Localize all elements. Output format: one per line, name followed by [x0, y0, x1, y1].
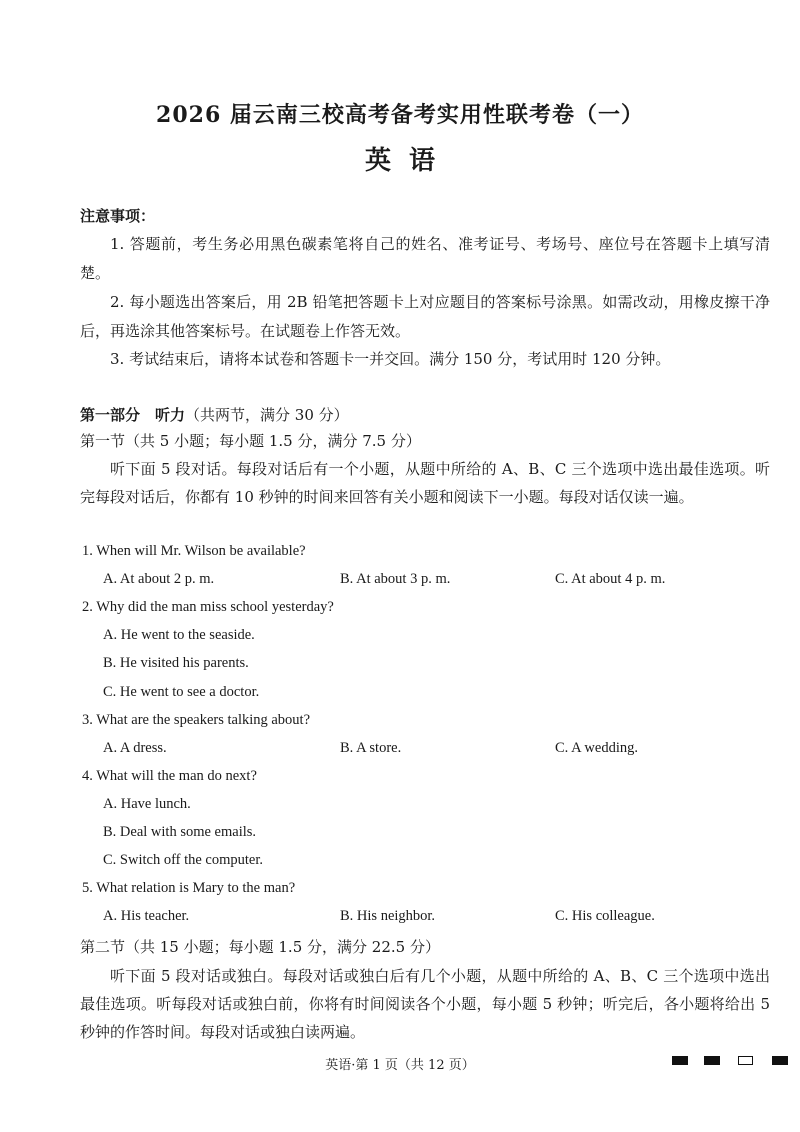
- q2-option-a: A. He went to the seaside.: [103, 627, 255, 643]
- part1-heading-rest: （共两节，满分 30 分）: [185, 406, 349, 424]
- question-5: 5. What relation is Mary to the man?: [82, 880, 296, 896]
- registration-mark-4: [772, 1056, 788, 1065]
- section1-heading: 第一节（共 5 小题；每小题 1.5 分，满分 7.5 分）: [80, 432, 421, 450]
- q2-option-c: C. He went to see a doctor.: [103, 684, 260, 700]
- question-4: 4. What will the man do next?: [82, 768, 257, 784]
- notice-item-2: 2. 每小题选出答案后，用 2B 铅笔把答题卡上对应题目的答案标号涂黑。如需改动，用橡皮擦干净后，再选涂其他答案标号。在试题卷上作答无效。: [80, 293, 770, 340]
- q1-option-a: A. At about 2 p. m.: [103, 571, 215, 587]
- question-3: 3. What are the speakers talking about?: [82, 712, 311, 728]
- part1-heading-bold: 第一部分 听力: [80, 406, 186, 424]
- page-footer: 英语·第 1 页（共 12 页）: [325, 1058, 475, 1073]
- part1-heading: [80, 402, 770, 428]
- q3-option-a: A. A dress.: [103, 740, 167, 756]
- question-2: 2. Why did the man miss school yesterday?: [82, 599, 334, 615]
- q3-option-b: B. A store.: [340, 740, 402, 756]
- section2-heading: 第二节（共 15 小题；每小题 1.5 分，满分 22.5 分）: [80, 938, 440, 956]
- q5-option-c: C. His colleague.: [555, 908, 655, 924]
- q2-option-b: B. He visited his parents.: [103, 655, 249, 671]
- q4-option-a: A. Have lunch.: [103, 796, 191, 812]
- q5-option-a: A. His teacher.: [103, 908, 190, 924]
- subject-title: 英语: [364, 146, 453, 176]
- exam-title: 2026 届云南三校高考备考实用性联考卷（一）: [156, 102, 644, 128]
- q1-option-b: B. At about 3 p. m.: [340, 571, 451, 587]
- registration-marks: [672, 1056, 792, 1068]
- notice-heading: 注意事项：: [80, 207, 156, 225]
- section1-instructions: 听下面 5 段对话。每段对话后有一个小题，从题中所给的 A、B、C 三个选项中选出最佳选项。听完每段对话后，你都有 10 秒钟的时间来回答有关小题和阅读下一小题。每段对话仅读一遍。: [80, 460, 770, 506]
- notice-item-3: 3. 考试结束后，请将本试卷和答题卡一并交回。满分 150 分，考试用时 120 分钟。: [110, 350, 671, 368]
- q3-option-c: C. A wedding.: [555, 740, 638, 756]
- registration-mark-2: [704, 1056, 720, 1065]
- registration-mark-1: [672, 1056, 688, 1065]
- notice-item-1: 1. 答题前，考生务必用黑色碳素笔将自己的姓名、准考证号、考场号、座位号在答题卡上填写清楚。: [80, 235, 770, 282]
- registration-mark-3: [738, 1056, 753, 1065]
- q1-option-c: C. At about 4 p. m.: [555, 571, 666, 587]
- q5-option-b: B. His neighbor.: [340, 908, 436, 924]
- question-1: 1. When will Mr. Wilson be available?: [82, 543, 306, 559]
- section2-instructions: 听下面 5 段对话或独白。每段对话或独白后有几个小题，从题中所给的 A、B、C 三个选项中选出最佳选项。听每段对话或独白前，你将有时间阅读各个小题，每小题 5 秒钟；听完后，各小题将给出 5 秒钟的作答时间。每段对话或独白读两遍。: [80, 967, 770, 1041]
- q4-option-b: B. Deal with some emails.: [103, 824, 257, 840]
- q4-option-c: C. Switch off the computer.: [103, 852, 264, 868]
